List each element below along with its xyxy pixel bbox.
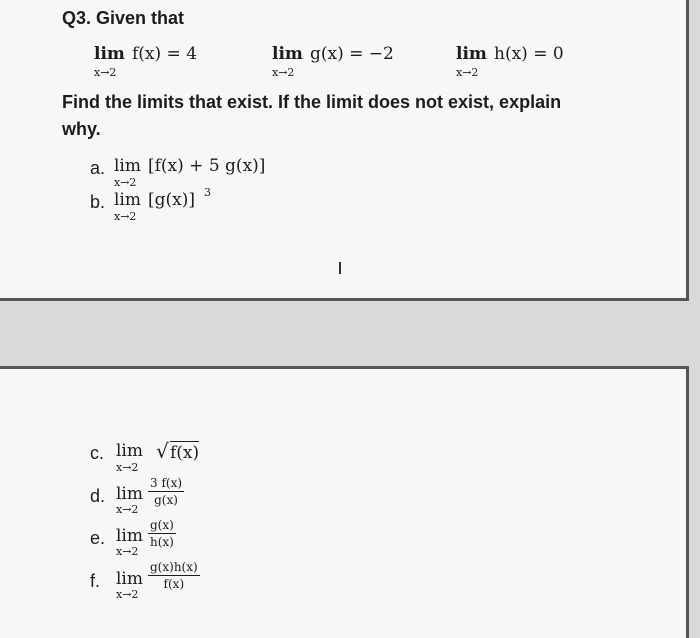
radical-sign: √ xyxy=(156,439,169,463)
fraction-d: $\frac{3 f(x)}{g(x)}$ xyxy=(150,476,183,507)
text-cursor xyxy=(339,262,341,274)
question-card-top: Q3. Given that lim x→2 f(x) = 4 lim x→2 g(x) = −2 lim x→2 h(x) = 0 Find the limits that exist. If the limit does not exist, explain why. a. lim x→2 [f(x) + 5 g(x)] b. lim x→2 [g(x)] 3 xyxy=(0,0,689,301)
fraction-f: $\frac{g(x)h(x)}{f(x)}$ xyxy=(150,560,198,591)
instruction-line-1: Find the limits that exist. If the limit does not exist, explain xyxy=(62,92,562,112)
fraction-e: $\frac{g(x)}{h(x)}$ xyxy=(149,518,174,549)
question-title: Q3. Given that xyxy=(62,8,185,28)
question-card-bottom: c. lim x→2 √ f(x) d. lim x→2 $\frac{3 f(x)}{g(x)}$ e. lim x→2 $\frac{g(x)}{h(x)}$ f. lim x→2 $\frac{g(x)h(x)}{f(x)}$ xyxy=(0,366,689,638)
instruction-line-2: why. xyxy=(62,119,101,139)
